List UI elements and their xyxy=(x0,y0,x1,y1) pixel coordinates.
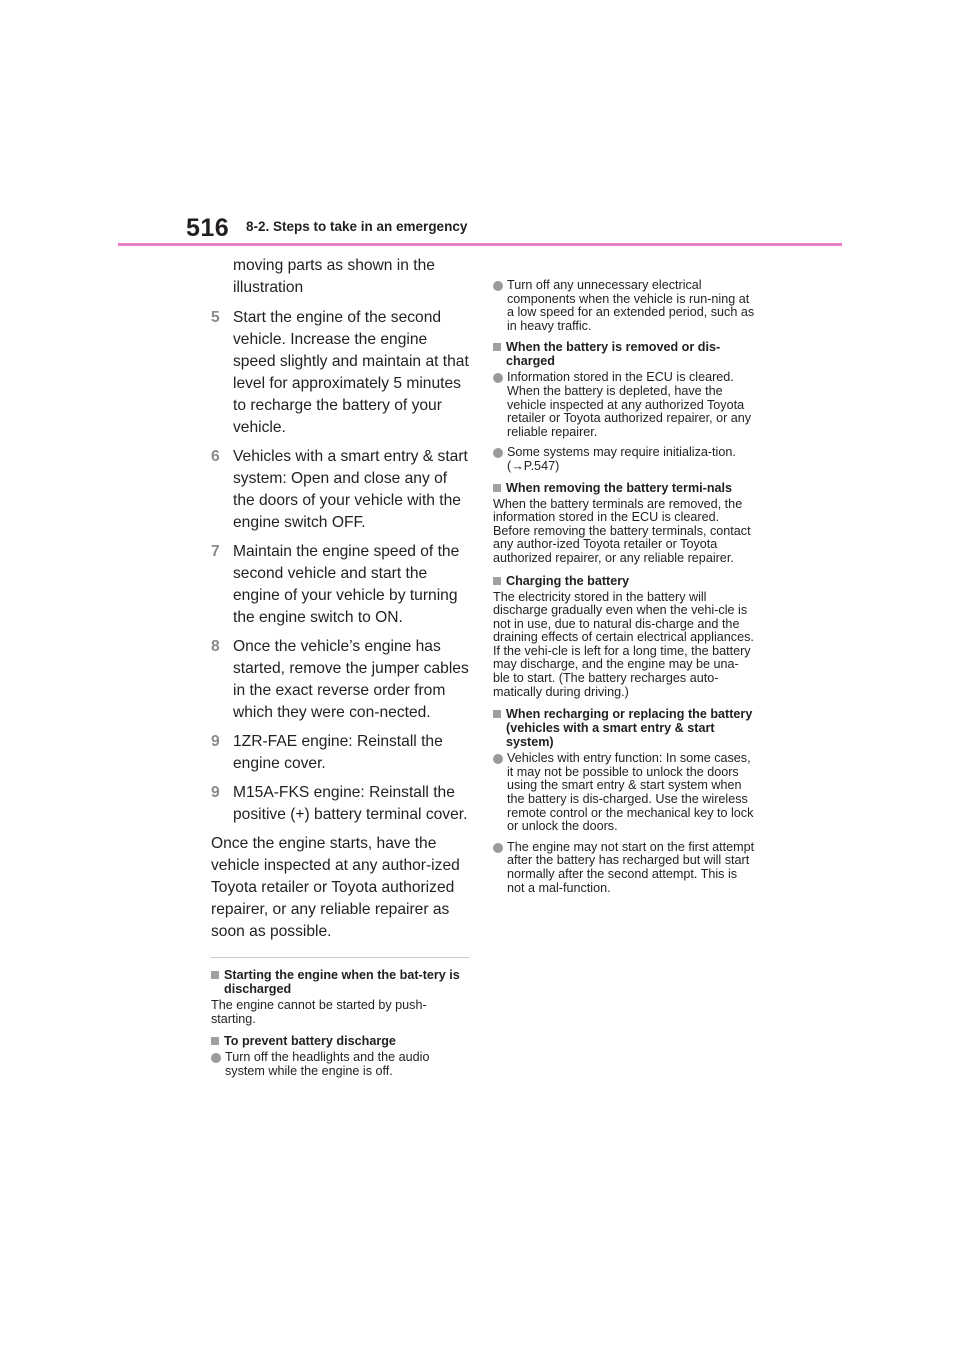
bullet-text: Some systems may require initializa-tion. (→P.547) xyxy=(507,445,736,473)
note-bullet xyxy=(493,279,755,333)
step-text: Once the vehicle’s engine has started, remove the jumper cables in the exact reverse order from which they were con-nected. xyxy=(233,638,469,721)
note-bullet xyxy=(493,446,755,473)
step-5 xyxy=(211,307,469,439)
note-heading-text: When removing the battery termi-nals xyxy=(506,480,733,495)
bullet-text: Turn off any unnecessary electrical components when the vehicle is run-ning at a low speed for an extended period, such as in heavy traffic. xyxy=(507,278,755,333)
note-heading-text: When recharging or replacing the battery (vehicles with a smart entry & start system) xyxy=(506,707,753,750)
note-heading xyxy=(211,1034,469,1048)
note-paragraph: When the battery terminals are removed, the information stored in the ECU is cleared. Before removing the battery terminals, contact any author-ized Toyota retailer or Toyota authorized repairer, or any reliable repairer. xyxy=(493,496,751,565)
square-bullet-icon xyxy=(211,1037,219,1045)
note-paragraph: The electricity stored in the battery will discharge gradually even when the vehi-cle is not in use, due to natural dis-charge and the draining effects of certain electrical appliances. If the vehi-cle is left for a long time, the battery may discharge, and the engine may be una-ble to start. (The battery recharges auto-matically during driving.) xyxy=(493,589,754,699)
note-heading xyxy=(493,340,755,368)
square-bullet-icon xyxy=(493,484,501,492)
step-9-1zr xyxy=(211,731,469,775)
note-heading xyxy=(493,481,755,495)
step-7 xyxy=(211,541,469,629)
square-bullet-icon xyxy=(493,710,501,718)
note-bullet xyxy=(493,752,755,834)
step-number: 9 xyxy=(211,733,220,750)
step-6 xyxy=(211,446,469,534)
step-number: 9 xyxy=(211,784,220,801)
square-bullet-icon xyxy=(493,577,501,585)
bullet-text: Turn off the headlights and the audio system while the engine is off. xyxy=(225,1050,430,1078)
square-bullet-icon xyxy=(493,343,501,351)
note-heading-text: To prevent battery discharge xyxy=(224,1034,396,1049)
right-column xyxy=(493,279,755,902)
note-heading-text: Starting the engine when the bat-tery is discharged xyxy=(224,968,460,996)
note-bullet xyxy=(493,841,755,895)
bullet-text: Vehicles with entry function: In some cases, it may not be possible to unlock the doors using the smart entry & start system when the battery is dis-charged. Use the wireless remote control or the mechanical key to lock or unlock the doors. xyxy=(507,751,754,834)
step-text: 1ZR-FAE engine: Reinstall the engine cover. xyxy=(233,733,443,772)
step-text: Start the engine of the second vehicle. Increase the engine speed slightly and maintain at that level for approximately 5 minutes to recharge the battery of your vehicle. xyxy=(233,309,469,436)
round-bullet-icon xyxy=(493,373,503,383)
square-bullet-icon xyxy=(211,971,219,979)
step-9-m15a xyxy=(211,782,469,826)
page-number: 516 xyxy=(186,214,230,242)
round-bullet-icon xyxy=(493,281,503,291)
left-column xyxy=(211,255,469,1085)
bullet-text: Information stored in the ECU is cleared. When the battery is depleted, have the vehicle inspected at any authorized Toyota retailer or Toyota authorized repairer, or any reliable repairer. xyxy=(507,370,752,439)
header-rule xyxy=(118,243,842,246)
note-bullet xyxy=(493,371,755,439)
note-heading xyxy=(493,574,755,588)
round-bullet-icon xyxy=(493,448,503,458)
notes-divider xyxy=(211,957,469,958)
note-heading-text: Charging the battery xyxy=(506,573,630,588)
section-title: 8-2. Steps to take in an emergency xyxy=(246,219,468,234)
note-heading xyxy=(493,707,755,749)
note-heading-text: When the battery is removed or dis-charged xyxy=(506,340,721,369)
note-heading xyxy=(211,968,469,996)
closing-paragraph: Once the engine starts, have the vehicle inspected at any author-ized Toyota retailer or Toyota authorized repairer, or any reliable repairer as soon as possible. xyxy=(211,835,460,940)
round-bullet-icon xyxy=(211,1053,221,1063)
step-text: Vehicles with a smart entry & start system: Open and close any of the doors of your vehicle with the engine switch OFF. xyxy=(233,448,468,531)
step-number: 5 xyxy=(211,309,220,326)
continuation-text: moving parts as shown in the illustration xyxy=(233,257,435,296)
note-bullet xyxy=(211,1051,469,1078)
bullet-text: The engine may not start on the first attempt after the battery has recharged but will start normally after the second attempt. This is not a mal-function. xyxy=(507,839,755,895)
step-text: Maintain the engine speed of the second vehicle and start the engine of your vehicle by turning the engine switch to ON. xyxy=(233,543,460,626)
step-number: 7 xyxy=(211,543,220,560)
round-bullet-icon xyxy=(493,754,503,764)
step-8 xyxy=(211,636,469,724)
note-paragraph: The engine cannot be started by push-starting. xyxy=(211,998,427,1026)
step-number: 8 xyxy=(211,638,220,655)
round-bullet-icon xyxy=(493,843,503,853)
step-text: M15A-FKS engine: Reinstall the positive (+) battery terminal cover. xyxy=(233,784,468,823)
step-number: 6 xyxy=(211,448,220,465)
